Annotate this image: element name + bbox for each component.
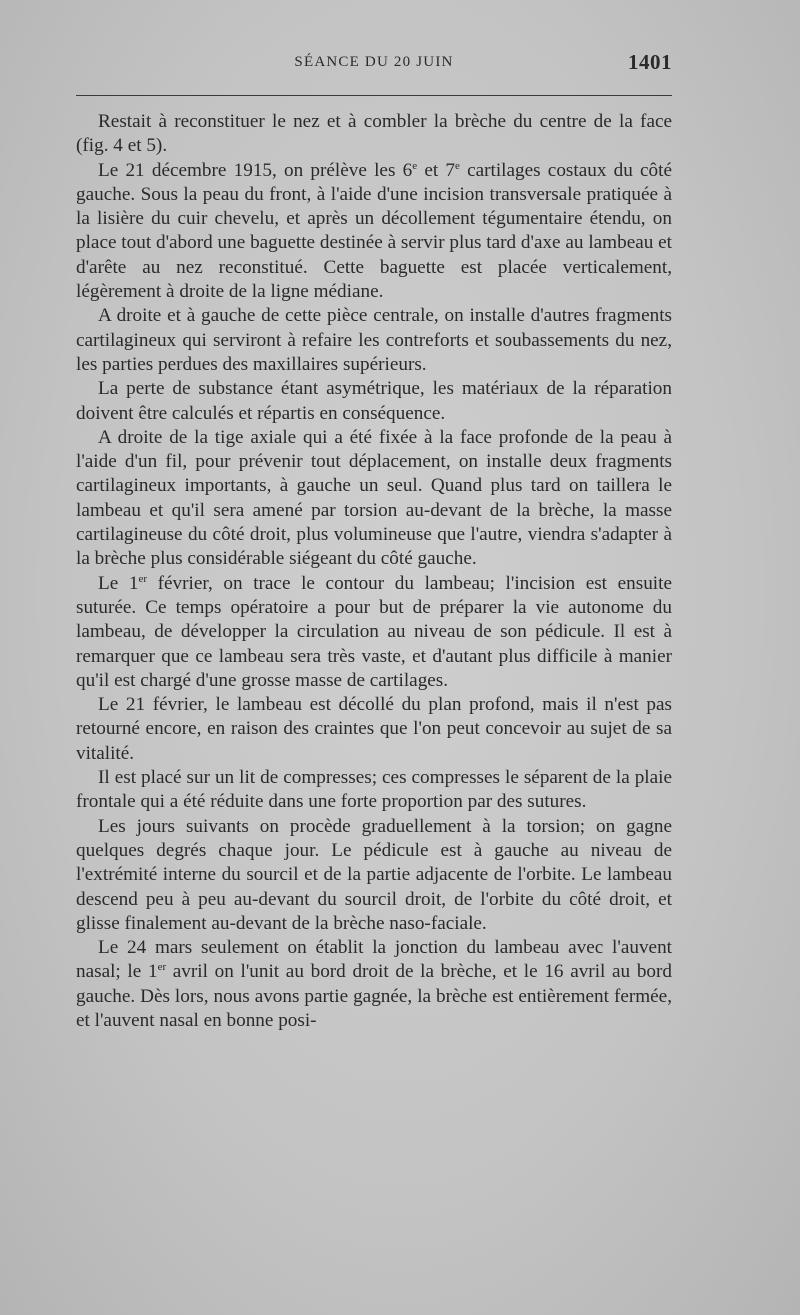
paragraph-text: avril on l'unit au bord droit de la brèche, et le 16 avril au bord gauche. Dès lors, nous avons partie gagnée, la brèche est entièrement fermée, et l'auvent nasal en bonne posi- — [76, 961, 672, 1031]
page-number: 1401 — [628, 50, 672, 74]
paragraph-text: Restait à reconstituer le nez et à combler la brèche du centre de la face (fig. 4 et 5). — [76, 111, 672, 157]
paragraph — [76, 304, 672, 377]
paragraph — [76, 377, 672, 426]
body-text — [76, 110, 672, 1033]
paragraph — [76, 815, 672, 936]
superscript: e — [454, 159, 460, 172]
paragraph-text: et 7 — [417, 159, 455, 181]
paragraph-text: A droite et à gauche de cette pièce centrale, on installe d'autres fragments cartilagineux qui serviront à refaire les contreforts et soubassements du nez, les parties perdues des maxillaires supérieurs. — [76, 305, 672, 375]
superscript: er — [138, 572, 147, 585]
superscript: er — [157, 961, 167, 974]
paragraph-text: Les jours suivants on procède graduellement à la torsion; on gagne quelques degrés chaque jour. Le pédicule est à gauche au niveau de l'extrémité interne du sourcil et de la partie adjacente de l'orbite. Le lambeau descend peu à peu au-devant du sourcil droit, de l'orbite du côté droit, et glisse finalement au-devant de la brèche naso-faciale. — [76, 815, 672, 934]
paragraph — [76, 936, 672, 1033]
paragraph-text: A droite de la tige axiale qui a été fixée à la face profonde de la peau à l'aide d'un fil, pour prévenir tout déplacement, on installe deux fragments cartilagineux importants, à gauche un seul. Quand plus tard on taillera le lambeau et qu'il sera amené par torsion au-devant de la brèche, la masse cartilagineuse du côté droit, plus volumineuse que l'autre, viendra s'adapter à la brèche plus considérable siégeant du côté gauche. — [76, 426, 672, 570]
header-rule — [76, 95, 672, 96]
paragraph-text: Le 24 mars seulement on établit la jonction du lambeau avec l'auvent nasal; le 1 — [76, 937, 672, 983]
running-title: SÉANCE DU 20 JUIN — [294, 54, 454, 70]
paragraph — [76, 766, 672, 815]
paragraph — [76, 693, 672, 766]
paragraph — [76, 426, 672, 572]
paragraph-text: La perte de substance étant asymétrique, les matériaux de la réparation doivent être calculés et répartis en conséquence. — [76, 378, 672, 424]
paragraph-text: Le 21 décembre 1915, on prélève les 6 — [98, 159, 413, 181]
paragraph-text: cartilages costaux du côté gauche. Sous la peau du front, à l'aide d'une incision transversale pratiquée à la lisière du cuir chevelu, et après un décollement tégumentaire étendu, on place tout d'abord une baguette destinée à servir plus tard d'axe au lambeau et d'arête au nez reconstitué. Cette baguette est placée verticalement, légèrement à droite de la ligne médiane. — [76, 159, 672, 303]
paragraph-text: Le 21 février, le lambeau est décollé du plan profond, mais il n'est pas retourné encore, en raison des craintes que l'on peut concevoir au sujet de sa vitalité. — [76, 694, 672, 764]
paragraph-text: Il est placé sur un lit de compresses; ces compresses le séparent de la plaie frontale qui a été réduite dans une forte proportion par des sutures. — [76, 767, 672, 813]
paragraph — [76, 159, 672, 305]
paragraph-text: février, on trace le contour du lambeau; l'incision est ensuite suturée. Ce temps opératoire a pour but de préparer la vie autonome du lambeau, de développer la circulation au niveau de son pédicule. Il est à remarquer que ce lambeau sera très vaste, et d'autant plus difficile à manier qu'il est chargé d'une grosse masse de cartilages. — [76, 572, 672, 691]
paragraph-text: Le 1 — [98, 572, 139, 594]
paragraph — [76, 572, 672, 693]
paragraph — [76, 110, 672, 159]
superscript: e — [412, 159, 418, 172]
page-header — [76, 50, 672, 80]
